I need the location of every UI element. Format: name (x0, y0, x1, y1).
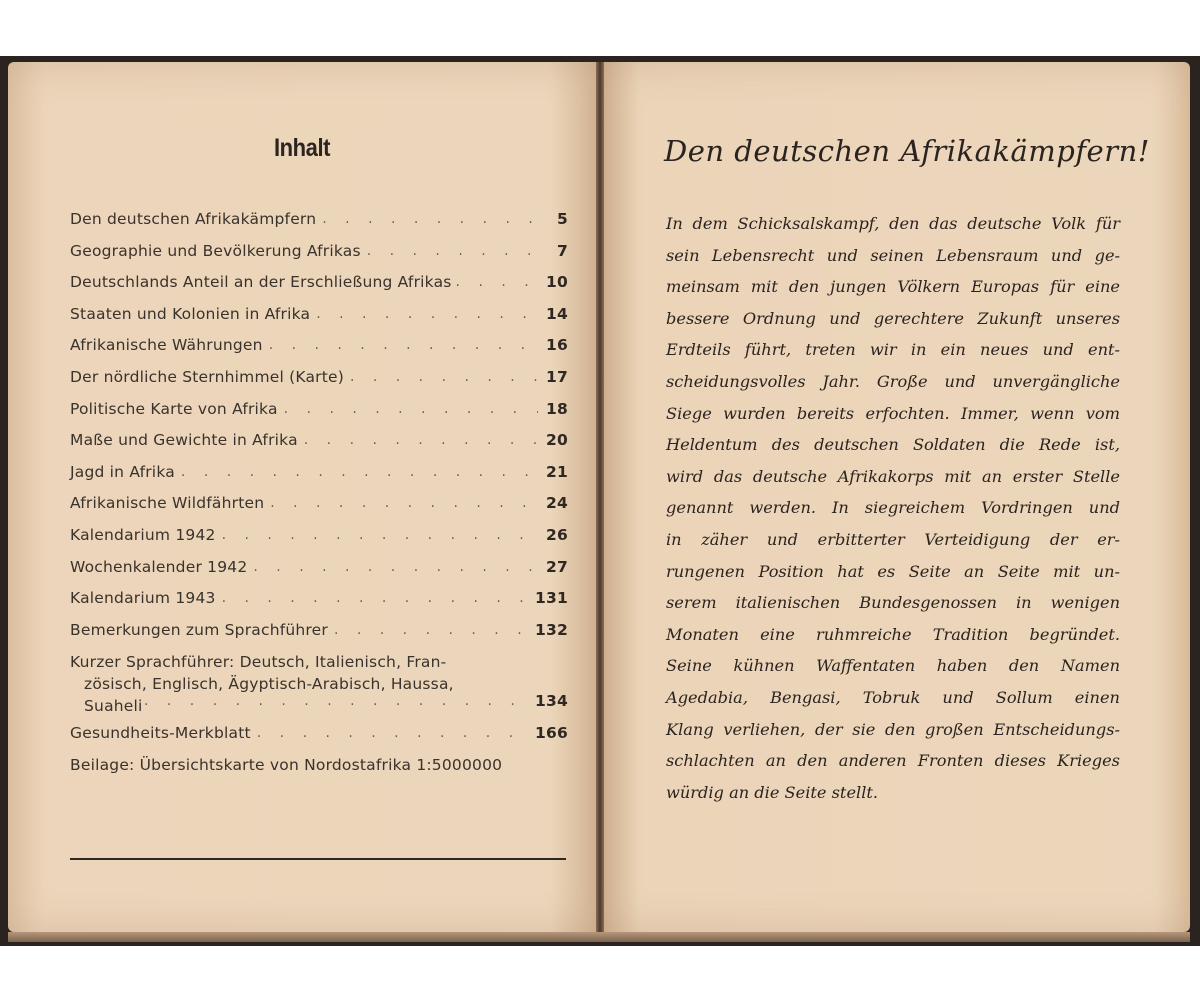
toc-entry (70, 204, 568, 236)
toc-entry (70, 583, 568, 615)
toc-entry-text: Deutschlands Anteil an der Erschließung Afrikas (70, 273, 452, 292)
toc-entry-line: Kurzer Sprachführer: Deutsch, Italienisch, Fran- (70, 653, 447, 672)
left-page (8, 62, 596, 932)
dot-leader (253, 552, 538, 584)
toc-entry-text: Jagd in Afrika (70, 462, 175, 481)
dedication-line: Heldentum des deutschen Soldaten die Rede ist, (666, 435, 1120, 455)
dot-leader (350, 362, 538, 394)
toc-entry-page: 10 (546, 273, 568, 292)
toc-entry (70, 718, 568, 750)
toc-entry (70, 267, 568, 299)
dedication-body (666, 208, 1120, 808)
dedication-line: würdig an die Seite stellt. (666, 782, 879, 802)
dedication-title: Den deutschen Afrikakämpfern! (664, 134, 1150, 168)
toc-entry-page: 27 (546, 557, 568, 576)
toc-entry-page: 24 (546, 494, 568, 513)
dot-leader (456, 267, 540, 299)
dedication-line: meinsam mit den jungen Völkern Europas für eine (666, 277, 1120, 297)
toc-entry (70, 362, 568, 394)
dedication-line: bessere Ordnung und gerechtere Zukunft unseres (666, 308, 1120, 328)
dot-leader (257, 718, 529, 750)
dot-leader (222, 583, 529, 615)
toc-entry-page: 132 (535, 620, 568, 639)
table-of-contents (70, 204, 568, 781)
dedication-line: scheidungsvolles Jahr. Große und unvergängliche (666, 371, 1120, 391)
toc-entry (70, 488, 568, 520)
toc-entry-text: Wochenkalender 1942 (70, 557, 248, 576)
dedication-line: in zäher und erbitterter Verteidigung der er- (666, 529, 1120, 549)
toc-entry-text: Kalendarium 1942 (70, 525, 216, 544)
toc-title: Inhalt (273, 134, 331, 162)
toc-entry-page: 14 (546, 304, 568, 323)
toc-entry (70, 299, 568, 331)
toc-entry-page: 21 (546, 462, 568, 481)
dedication-line: Siege wurden bereits erfochten. Immer, wenn vom (666, 403, 1120, 423)
toc-entry-text: Der nördliche Sternhimmel (Karte) (70, 367, 344, 386)
toc-entry-page: 134 (535, 692, 568, 711)
dedication-line: Seine kühnen Waffentaten haben den Namen (666, 656, 1120, 676)
dot-leader (284, 394, 538, 426)
toc-entry-text: Den deutschen Afrikakämpfern (70, 210, 317, 228)
toc-entry-text: Maße und Gewichte in Afrika (70, 431, 298, 450)
dot-leader (144, 686, 529, 718)
toc-entry (70, 520, 568, 552)
dedication-line: Monaten eine ruhmreiche Tradition begründet. (666, 624, 1120, 644)
toc-entry-page: 20 (546, 431, 568, 450)
toc-entry-line: Suaheli (84, 697, 143, 716)
toc-entry-text: Staaten und Kolonien in Afrika (70, 304, 311, 323)
dot-leader (270, 488, 538, 520)
dedication-line: Agedabia, Bengasi, Tobruk und Sollum einen (666, 687, 1120, 707)
toc-entry-continuation (70, 686, 568, 718)
dedication-line: serem italienischen Bundesgenossen in wenigen (666, 593, 1120, 613)
dedication-line: Erdteils führt, treten wir in ein neues und ent- (666, 340, 1120, 360)
dedication-line: genannt werden. In siegreichem Vordringen und (666, 498, 1120, 518)
right-page (604, 62, 1190, 932)
dedication-line: schlachten an den anderen Fronten dieses Krieges (666, 751, 1120, 771)
toc-entry-text: Politische Karte von Afrika (70, 399, 278, 418)
toc-entry-page: 166 (535, 723, 568, 742)
toc-entry-page: 7 (557, 241, 568, 260)
toc-entry (70, 615, 568, 647)
toc-entry-page: 131 (535, 589, 568, 608)
dot-leader (316, 299, 538, 331)
dot-leader (334, 615, 529, 647)
toc-entry (70, 552, 568, 584)
dedication-line: rungenen Position hat es Seite an Seite mit un- (666, 561, 1120, 581)
dedication-line: In dem Schicksalskampf, den das deutsche Volk für (666, 214, 1120, 233)
dot-leader (269, 330, 538, 362)
book-gutter (596, 62, 604, 932)
toc-entry-text: Bemerkungen zum Sprachführer (70, 620, 328, 639)
toc-entry-page: 26 (546, 525, 568, 544)
toc-entry (70, 330, 568, 362)
toc-entry (70, 750, 568, 782)
dedication-line: sein Lebensrecht und seinen Lebensraum und ge- (666, 245, 1120, 265)
horizontal-rule (70, 858, 566, 860)
toc-entry-text: Afrikanische Währungen (70, 336, 263, 355)
toc-entry-page: 16 (546, 336, 568, 355)
toc-entry (70, 236, 568, 268)
dot-leader (367, 236, 538, 268)
toc-entry (70, 457, 568, 489)
dot-leader (181, 457, 538, 489)
open-book (0, 56, 1200, 946)
toc-entry-text: Gesundheits-Merkblatt (70, 723, 251, 742)
toc-entry (70, 394, 568, 426)
page-bottom-edge (8, 932, 1190, 942)
toc-entry-page: 5 (557, 210, 568, 228)
toc-entry-text: Afrikanische Wildfährten (70, 494, 265, 513)
toc-entry-line: zösisch, Englisch, Ägyptisch-Arabisch, Haussa, (84, 675, 454, 694)
toc-entry-page: 17 (546, 367, 568, 386)
toc-entry (70, 425, 568, 457)
dot-leader (304, 425, 538, 457)
dedication-line: wird das deutsche Afrikakorps mit an erster Stelle (666, 466, 1120, 486)
dot-leader (322, 204, 538, 236)
dedication-line: Klang verliehen, der sie den großen Entscheidungs- (666, 719, 1120, 739)
toc-entry-page: 18 (546, 399, 568, 418)
toc-entry-text: Beilage: Übersichtskarte von Nordostafrika 1:5000000 (70, 755, 503, 774)
dot-leader (222, 520, 538, 552)
toc-entry-text: Geographie und Bevölkerung Afrikas (70, 241, 361, 260)
toc-entry-text: Kalendarium 1943 (70, 589, 216, 608)
